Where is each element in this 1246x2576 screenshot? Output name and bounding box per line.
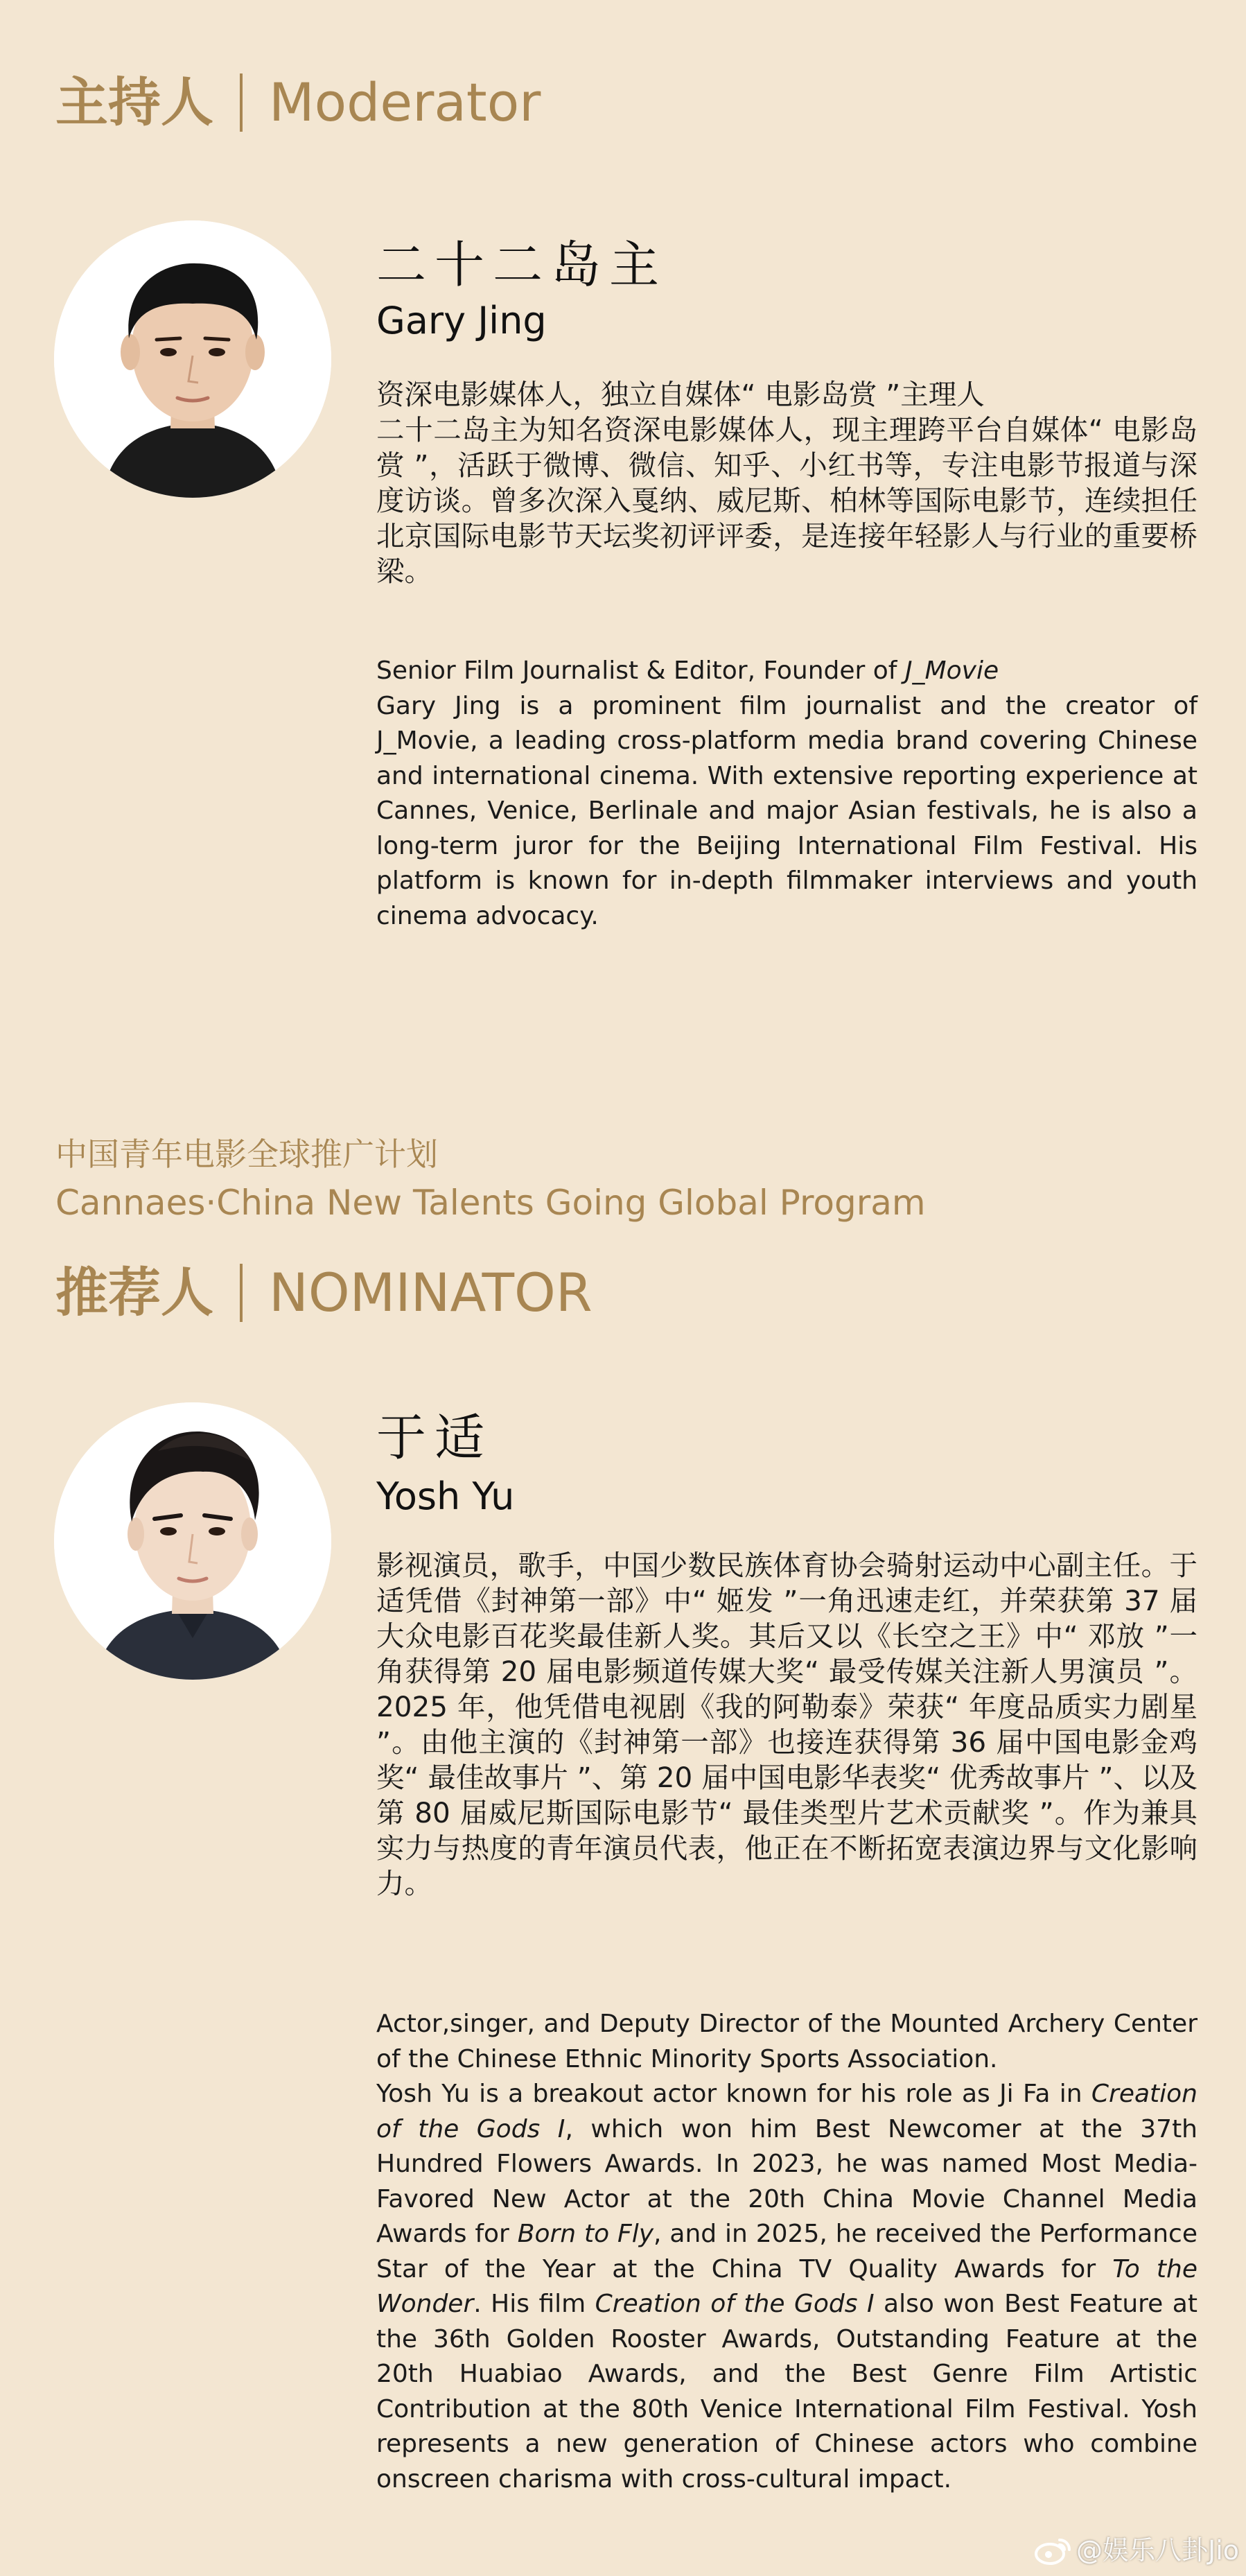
nominator-bio-text: , which won him Best Newcomer at the 37th Hundred Flowers Awards. In 2023, he was named Most Media-Favored New Actor at the 20th China Movie Channel Media Awards for	[376, 2114, 1197, 2248]
nominator-bio-film-title: Creation of the Gods I	[376, 2080, 1197, 2143]
moderator-name-en: Gary Jing	[376, 299, 547, 342]
nominator-bio-text: Yosh Yu is a breakout actor known for his role as Ji Fa in	[376, 2080, 1091, 2108]
moderator-bio-zh-body: 二十二岛主为知名资深电影媒体人，现主理跨平台自媒体“ 电影岛赏 ”，活跃于微博、微信、知乎、小红书等，专注电影节报道与深度访谈。曾多次深入戛纳、威尼斯、柏林等国际电影节，连续担任北京国际电影节天坛奖初评评委，是连接年轻影人与行业的重要桥梁。	[376, 413, 1197, 588]
nominator-name-en: Yosh Yu	[376, 1474, 515, 1518]
nominator-bio-zh	[376, 1548, 1197, 1901]
nominator-bio-film-title: Born to Fly	[517, 2220, 654, 2248]
moderator-heading-zh: 主持人	[55, 71, 213, 133]
watermark	[1033, 2534, 1239, 2566]
moderator-bio-en-body: Gary Jing is a prominent film journalist and the creator of J_Movie, a leading cross-platform media brand covering Chinese and international cinema. With extensive reporting experience at Cannes, Venice, Berlinale and major Asian festivals, he is also a long-term juror for the Beijing International Film Festival. His platform is known for in-depth filmmaker interviews and youth cinema advocacy.	[376, 691, 1197, 930]
heading-divider	[240, 1264, 243, 1322]
moderator-bio-en-title	[376, 654, 1197, 689]
nominator-portrait	[54, 1402, 331, 1680]
moderator-bio-en-title-brand: J_Movie	[904, 656, 999, 685]
nominator-bio-text: also won Best Feature at the 36th Golden Rooster Awards, Outstanding Feature at the 20th Huabiao Awards, and the Best Genre Film Artistic Contribution at the 80th Venice International Film Festival. Yosh represents a new generation of Chinese actors who combine onscreen charisma with cross-cultural impact.	[376, 2290, 1197, 2494]
moderator-heading-en: Moderator	[269, 71, 541, 133]
nominator-bio-text: , and in 2025, he received the Performance Star of the Year at the China TV Quality Awards for	[376, 2220, 1197, 2283]
moderator-bio-zh	[376, 377, 1197, 589]
heading-divider	[240, 73, 243, 132]
moderator-portrait-illustration	[54, 220, 331, 498]
moderator-portrait	[54, 220, 331, 498]
nominator-bio-en-title: Actor,singer, and Deputy Director of the Mounted Archery Center of the Chinese Ethnic Minority Sports Association.	[376, 2010, 1197, 2073]
moderator-name-zh: 二十二岛主	[376, 236, 668, 294]
nominator-heading-zh: 推荐人	[55, 1262, 213, 1323]
watermark-text: @娱乐八卦Jio	[1076, 2535, 1239, 2566]
program-title-zh: 中国青年电影全球推广计划	[55, 1135, 438, 1173]
moderator-bio-en	[376, 654, 1197, 934]
nominator-bio-en	[376, 2007, 1197, 2497]
weibo-logo-icon	[1033, 2534, 1072, 2566]
moderator-bio-zh-title: 资深电影媒体人，独立自媒体“ 电影岛赏 ”主理人	[376, 378, 985, 411]
program-title-en: Cannaes·China New Talents Going Global Program	[55, 1183, 926, 1223]
nominator-bio-film-title: Creation of the Gods I	[595, 2290, 875, 2318]
nominator-name-zh: 于适	[376, 1409, 493, 1467]
nominator-heading	[55, 1264, 593, 1322]
nominator-portrait-illustration	[54, 1402, 331, 1680]
moderator-heading	[55, 73, 541, 132]
nominator-bio-film-title: To the Wonder	[376, 2254, 1198, 2318]
moderator-bio-en-title-prefix: Senior Film Journalist & Editor, Founder of	[376, 656, 905, 685]
nominator-bio-en-body	[376, 2077, 1197, 2497]
nominator-heading-en: NOMINATOR	[269, 1262, 593, 1323]
nominator-bio-zh-body: 影视演员，歌手，中国少数民族体育协会骑射运动中心副主任。于适凭借《封神第一部》中“ 姬发 ”一角迅速走红，并荣获第 37 届大众电影百花奖最佳新人奖。其后又以《长空之王》中“ 邓放 ”一角获得第 20 届电影频道传媒大奖“ 最受传媒关注新人男演员 ”。2025 年，他凭借电视剧《我的阿勒泰》荣获“ 年度品质实力剧星 ”。由他主演的《封神第一部》也接连获得第 36 届中国电影金鸡奖“ 最佳故事片 ”、第 20 届中国电影华表奖“ 优秀故事片 ”、以及第 80 届威尼斯国际电影节“ 最佳类型片艺术贡献奖 ”。作为兼具实力与热度的青年演员代表，他正在不断拓宽表演边界与文化影响力。	[376, 1549, 1197, 1900]
nominator-bio-text: . His film	[473, 2290, 595, 2318]
